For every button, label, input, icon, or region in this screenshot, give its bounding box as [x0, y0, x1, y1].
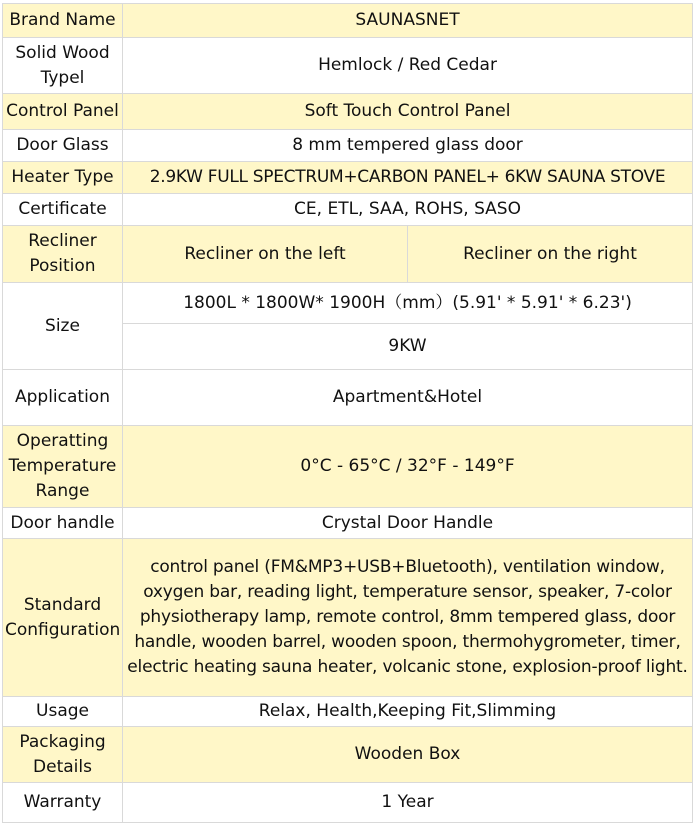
warranty-label: Warranty [3, 783, 123, 823]
usage-value: Relax, Health,Keeping Fit,Slimming [123, 697, 693, 727]
row-certificate [3, 194, 693, 226]
row-standard-configuration [3, 539, 693, 697]
recliner-position-label: Recliner Position [3, 226, 123, 283]
warranty-value: 1 Year [123, 783, 693, 823]
size-power-value: 9KW [123, 324, 693, 370]
row-door-glass [3, 130, 693, 162]
control-panel-label: Control Panel [3, 94, 123, 130]
row-door-handle [3, 508, 693, 539]
row-control-panel [3, 94, 693, 130]
row-warranty [3, 783, 693, 823]
standard-configuration-value: control panel (FM&MP3+USB+Bluetooth), ventilation window, oxygen bar, reading light, temperature sensor, speaker, 7-color physiotherapy lamp, remote control, 8mm tempered glass, door handle, wooden barrel, wooden spoon, thermohygrometer, timer, electric heating sauna heater, volcanic stone, explosion-proof light. [123, 539, 693, 697]
heater-type-label: Heater Type [3, 162, 123, 194]
temperature-range-label: Operatting Temperature Range [3, 426, 123, 508]
usage-label: Usage [3, 697, 123, 727]
spec-table [2, 3, 693, 823]
control-panel-value: Soft Touch Control Panel [123, 94, 693, 130]
temperature-range-value: 0°C - 65°C / 32°F - 149°F [123, 426, 693, 508]
door-handle-label: Door handle [3, 508, 123, 539]
certificate-label: Certificate [3, 194, 123, 226]
certificate-value: CE, ETL, SAA, ROHS, SASO [123, 194, 693, 226]
row-application [3, 370, 693, 426]
row-packaging-details [3, 727, 693, 783]
row-temperature-range [3, 426, 693, 508]
door-glass-label: Door Glass [3, 130, 123, 162]
packaging-details-value: Wooden Box [123, 727, 693, 783]
row-recliner-position [3, 226, 693, 283]
brand-name-label: Brand Name [3, 4, 123, 38]
standard-configuration-label: Standard Configuration [3, 539, 123, 697]
brand-name-value: SAUNASNET [123, 4, 693, 38]
row-brand-name [3, 4, 693, 38]
row-wood-type [3, 38, 693, 94]
packaging-details-label: Packaging Details [3, 727, 123, 783]
recliner-left-value: Recliner on the left [123, 226, 408, 283]
row-usage [3, 697, 693, 727]
row-size-dimensions [3, 283, 693, 324]
application-label: Application [3, 370, 123, 426]
wood-type-value: Hemlock / Red Cedar [123, 38, 693, 94]
recliner-right-value: Recliner on the right [408, 226, 693, 283]
door-glass-value: 8 mm tempered glass door [123, 130, 693, 162]
row-heater-type [3, 162, 693, 194]
door-handle-value: Crystal Door Handle [123, 508, 693, 539]
wood-type-label: Solid Wood Typel [3, 38, 123, 94]
size-label: Size [3, 283, 123, 370]
application-value: Apartment&Hotel [123, 370, 693, 426]
heater-type-value: 2.9KW FULL SPECTRUM+CARBON PANEL+ 6KW SAUNA STOVE [123, 162, 693, 194]
size-dimensions-value: 1800L * 1800W* 1900H（mm）(5.91' * 5.91' * 6.23') [123, 283, 693, 324]
